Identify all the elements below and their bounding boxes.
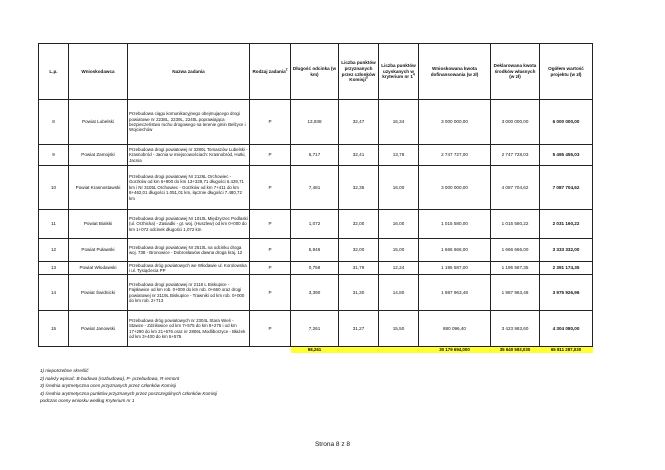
- cell-own: 1 195 587,35: [491, 262, 540, 275]
- cell-own: 3 423 983,60: [491, 311, 540, 347]
- cell-lp: 10: [39, 166, 69, 210]
- cell-length: 5,946: [291, 239, 339, 262]
- table-header-row: [39, 44, 593, 100]
- cell-task: Przebudowa drogi powiatowej Nr 2126L Orchowiec - Gorzków od km 6+900 do km 13+329,71 długości 6.429,71 km i Nr 3105L Orchowiec - Gorzków od km 7+411 do km 8+462,01 długości 1.051,01 km, łącznie długości 7.480,72 km: [128, 166, 250, 210]
- footnote: 1) niepotrzebne skreślić: [40, 368, 89, 373]
- header-points: [339, 44, 379, 100]
- cell-total: 4 304 080,00: [540, 311, 593, 347]
- cell-points: 32,00: [339, 210, 379, 239]
- footnotes: [40, 367, 217, 405]
- cell-total: 7 087 704,62: [540, 166, 593, 210]
- cell-points: 32,47: [339, 100, 379, 145]
- cell-applicant: Powiat Krasnostawski: [69, 166, 128, 210]
- cell-applicant: Powiat Świdnicki: [69, 275, 128, 311]
- ranking-table: [38, 43, 593, 353]
- cell-criterion: 14,80: [379, 275, 419, 311]
- cell-points: 32,41: [339, 145, 379, 166]
- cell-requested: 880 096,40: [419, 311, 491, 347]
- cell-type: P: [250, 100, 291, 145]
- cell-length: 1,072: [291, 210, 339, 239]
- cell-applicant: Powiat Puławski: [69, 239, 128, 262]
- header-points-label: Liczba punktów przyznanych przez członków Komisji: [341, 60, 376, 83]
- cell-criterion: 15,50: [379, 311, 419, 347]
- cell-own: 1 666 666,00: [491, 239, 540, 262]
- cell-own: 1 015 580,22: [491, 210, 540, 239]
- header-type: [250, 44, 291, 100]
- cell-total: 6 000 000,00: [540, 100, 593, 145]
- cell-points: 31,30: [339, 275, 379, 311]
- header-task: Nazwa zadania: [128, 44, 250, 100]
- total-project-value: 65 811 287,030: [540, 347, 593, 354]
- cell-length: 7,481: [291, 166, 339, 210]
- cell-own: 3 000 000,00: [491, 100, 540, 145]
- cell-type: P: [250, 145, 291, 166]
- footnote-ref: 2: [285, 67, 288, 72]
- table-row: [39, 262, 593, 275]
- table-row: [39, 275, 593, 311]
- header-applicant: Wnioskodawca: [69, 44, 128, 100]
- footnote: 3) średnia arytmetyczna ocen przyznanych przez członków Komisji: [40, 383, 177, 389]
- cell-type: P: [250, 275, 291, 311]
- cell-total: 3 333 332,00: [540, 239, 593, 262]
- footnote: 2) należy wpisać: B-budowa (rozbudowa), P- przebudowa, R-remont: [40, 375, 180, 381]
- cell-points: 31,27: [339, 311, 379, 347]
- cell-task: Przebudowa drogi powiatowej Nr 2510L na odcinku droga woj. 738 - Bronowice - Dobrosławów dawna droga kraj. 12: [128, 239, 250, 262]
- cell-total: 2 391 174,35: [540, 262, 593, 275]
- cell-requested: 2 747 727,00: [419, 145, 491, 166]
- header-requested: Wnioskowana kwota dofinansowania (w zł): [419, 44, 491, 100]
- cell-criterion: 16,00: [379, 210, 419, 239]
- header-lp: L.p.: [39, 44, 69, 100]
- cell-criterion: 16,00: [379, 166, 419, 210]
- cell-task: Przebudowa drogi powiatowej nr 3280L Tomaszów Lubelski - Krasnobród - Jacnia w miejscowościach: Krasnobród, Hutki, Jacnia: [128, 145, 250, 166]
- cell-lp: 14: [39, 275, 69, 311]
- cell-length: 0,758: [291, 262, 339, 275]
- cell-lp: 12: [39, 239, 69, 262]
- cell-applicant: Powiat Bialski: [69, 210, 128, 239]
- cell-applicant: Powiat Lubelski: [69, 100, 128, 145]
- cell-type: P: [250, 210, 291, 239]
- cell-total: 2 031 160,22: [540, 210, 593, 239]
- header-type-label: Rodzaj zadania: [252, 68, 286, 74]
- cell-length: 3,390: [291, 275, 339, 311]
- cell-criterion: 16,34: [379, 100, 419, 145]
- cell-task: Przebudowa dróg powiatowych nr 2304L Stara Wieś - Stawce - Zdziłowice od km 7+575 do km 8+275 i od km 17+290 do km 21+676 oraz nr 2806L Modliborzyce - Błażek od km 3+400 do km 5+575: [128, 311, 250, 347]
- cell-requested: 1 666 666,00: [419, 239, 491, 262]
- cell-lp: 8: [39, 100, 69, 145]
- cell-criterion: 12,24: [379, 262, 419, 275]
- cell-applicant: Powiat Janowski: [69, 311, 128, 347]
- cell-applicant: Powiat Zamojski: [69, 145, 128, 166]
- table-row: [39, 166, 593, 210]
- cell-requested: 3 000 000,00: [419, 166, 491, 210]
- footnote: podczas oceny wniosku według Kryterium nr 1: [40, 398, 135, 404]
- cell-type: P: [250, 166, 291, 210]
- total-own: 35 640 593,030: [491, 347, 540, 354]
- cell-requested: 1 195 587,00: [419, 262, 491, 275]
- header-length: Długość odcinka (w km): [291, 44, 339, 100]
- cell-lp: 11: [39, 210, 69, 239]
- footnote: 4) średnia arytmetyczna punktów przyznanych przez poszczególnych członków Komisji: [40, 390, 218, 396]
- table-row: [39, 100, 593, 145]
- cell-applicant: Powiat Włodawski: [69, 262, 128, 275]
- header-total: Ogółem wartość projektu (w zł): [540, 44, 593, 100]
- table-row: [39, 311, 593, 347]
- totals-row: [39, 347, 593, 354]
- cell-own: 4 087 704,62: [491, 166, 540, 210]
- cell-type: P: [250, 311, 291, 347]
- cell-task: Przebudowa drogi powiatowej nr 2118 L Biskupice - Fajsławice od km rob. 0+000 do km rob. 0+660 oraz drogi powiatowej nr 2119L Biskupice - Trawniki od km rob. 0+000 do km rob. 2+713: [128, 275, 250, 311]
- cell-points: 32,35: [339, 166, 379, 210]
- cell-own: 2 747 728,03: [491, 145, 540, 166]
- page-number: Strona 8 z 8: [314, 441, 351, 448]
- cell-requested: 1 987 963,48: [419, 275, 491, 311]
- cell-own: 1 987 963,48: [491, 275, 540, 311]
- header-criterion-label: Liczba punktów uzyskanych w kryterium nr 1: [381, 63, 416, 80]
- cell-total: 5 495 455,03: [540, 145, 593, 166]
- header-own: Deklarowana kwota środków własnych (w zł): [491, 44, 540, 100]
- total-requested: 30 179 694,000: [419, 347, 491, 354]
- cell-requested: 3 000 000,00: [419, 100, 491, 145]
- header-criterion: [379, 44, 419, 100]
- cell-length: 6,717: [291, 145, 339, 166]
- footnote-ref: 3: [365, 75, 368, 80]
- cell-type: P: [250, 239, 291, 262]
- cell-requested: 1 015 580,00: [419, 210, 491, 239]
- cell-length: 7,261: [291, 311, 339, 347]
- cell-type: P: [250, 262, 291, 275]
- cell-lp: 13: [39, 262, 69, 275]
- cell-lp: 9: [39, 145, 69, 166]
- cell-lp: 15: [39, 311, 69, 347]
- table-row: [39, 210, 593, 239]
- cell-task: Przebudowa ciągu komunikacyjnego obejmującego drogi powiatowe nr 2238L, 2239L, 2240L poprawiająca bezpieczeństwo ruchu drogowego na terenie gmin Bełżyce i Wojciechów: [128, 100, 250, 145]
- cell-criterion: 13,78: [379, 145, 419, 166]
- cell-length: 13,938: [291, 100, 339, 145]
- table-row: [39, 239, 593, 262]
- cell-task: Przebudowa dróg powiatowych we Włodawie ul. Korolowska i ul. Tysiąclecia PP: [128, 262, 250, 275]
- cell-criterion: 15,00: [379, 239, 419, 262]
- total-length: 98,261: [291, 347, 339, 354]
- cell-points: 31,79: [339, 262, 379, 275]
- cell-total: 3 975 926,96: [540, 275, 593, 311]
- cell-points: 32,00: [339, 239, 379, 262]
- footnote-ref: 4: [412, 72, 415, 77]
- cell-task: Przebudowa drogi powiatowej Nr 1010L Międzyrzec Podlaski (ul. Orzhicka) - Zasiadki - gr. woj. (Huszlew) od km 0+000 do km 1+072 odcinek długości 1,072 km: [128, 210, 250, 239]
- table-row: [39, 145, 593, 166]
